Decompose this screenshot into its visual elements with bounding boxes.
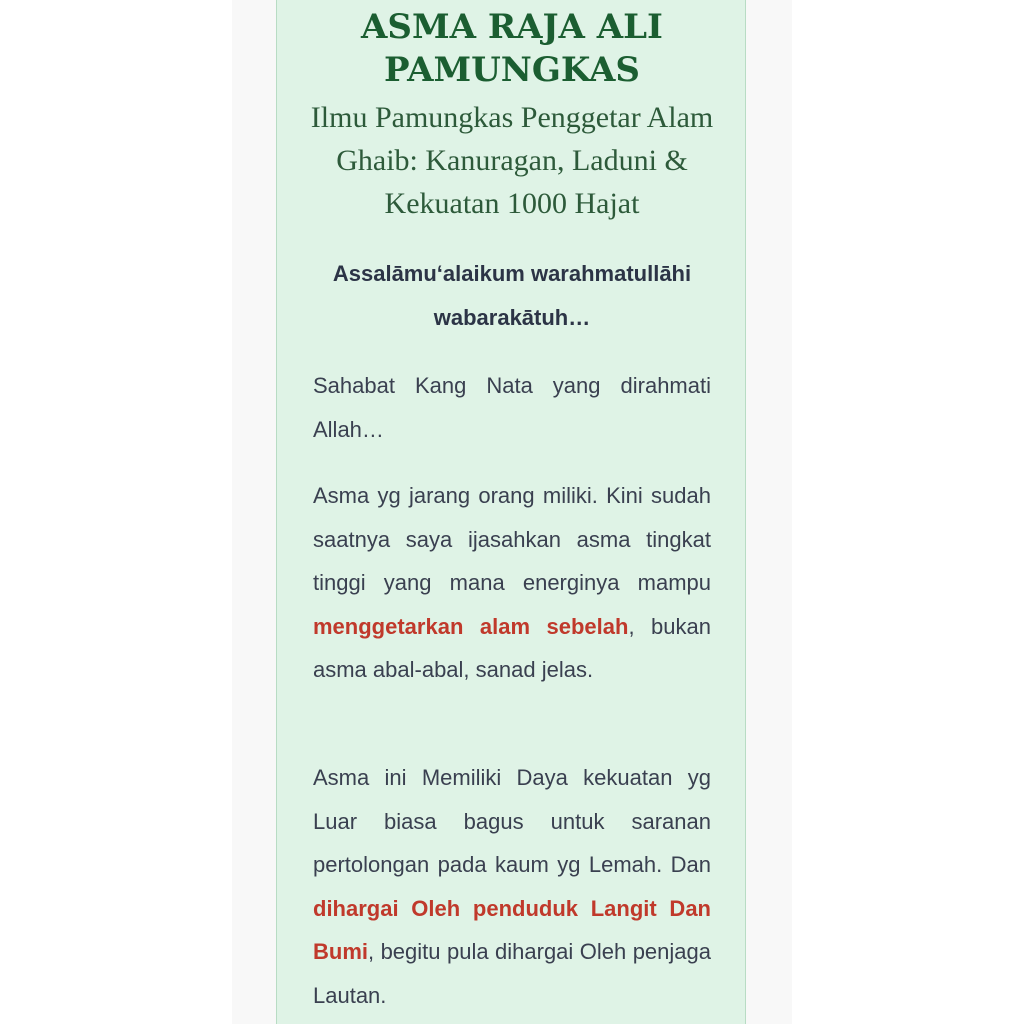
paragraph-asma-power	[313, 756, 711, 1017]
article-title: ASMA RAJA ALI PAMUNGKAS	[361, 7, 663, 90]
paragraph-text: , bukan asma abal-abal, sanad jelas.	[313, 613, 711, 682]
paragraph-intro: Sahabat Kang Nata yang dirahmati Allah…	[313, 373, 711, 442]
paragraph-text: , begitu pula dihargai Oleh penjaga Lautan.	[313, 939, 711, 1008]
article-subtitle: Ilmu Pamungkas Penggetar Alam Ghaib: Kanuragan, Laduni & Kekuatan 1000 Hajat	[310, 101, 714, 220]
paragraph-text: Asma ini Memiliki Daya kekuatan yg Luar biasa bagus untuk saranan pertolongan pada kaum yg Lemah. Dan	[313, 765, 711, 877]
highlighted-phrase: menggetarkan alam sebelah	[313, 613, 629, 639]
highlighted-phrase: dihargai Oleh penduduk Langit Dan Bumi	[313, 895, 711, 964]
article-card	[276, 0, 746, 1024]
greeting-text: Assalāmu‘alaikum warahmatullāhi wabarakātuh…	[332, 261, 692, 330]
paragraph-asma-description	[313, 474, 711, 692]
paragraph-text: Asma yg jarang orang miliki. Kini sudah saatnya saya ijasahkan asma tingkat tinggi yang mana energinya mampu	[313, 483, 711, 595]
